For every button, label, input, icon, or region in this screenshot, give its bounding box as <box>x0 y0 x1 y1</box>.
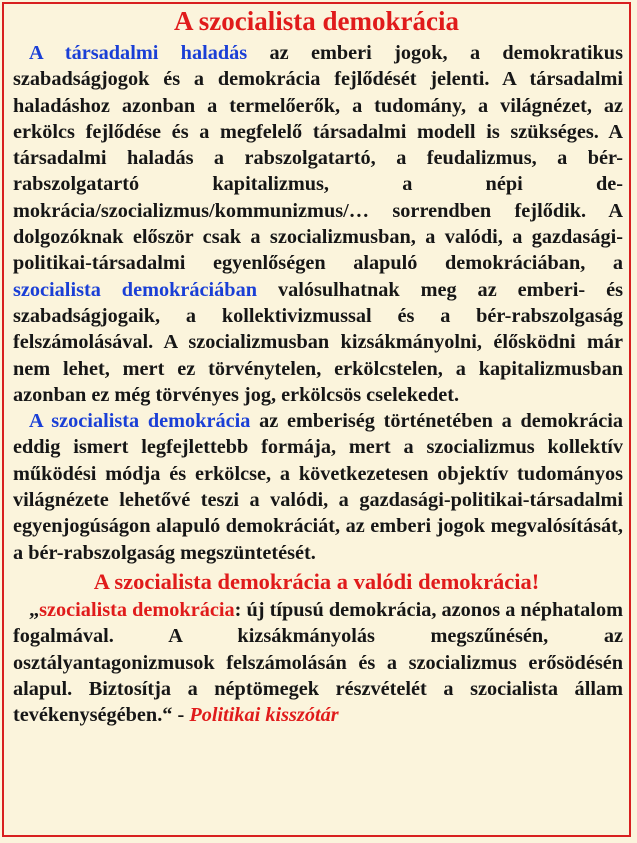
page-title: A szocialista demokrácia <box>174 6 459 36</box>
open-quote: „ <box>29 598 40 621</box>
highlight-phrase: szocialista demokráciában <box>13 278 258 301</box>
paragraph-socialist-democracy <box>4 408 629 566</box>
lead-phrase: A társadalmi haladás <box>29 42 248 64</box>
paragraph-text: az emberiség történetében a demokrácia eddig ismert legfejlettebb formája, mert a szocializmus kollektív működési módja és erkölcse, a következetesen objektív tudományos világnézete lehetővé teszi a valódi, a gazdasági-politikai-társadalmi egyenjogúságon alapuló demokráciát, az emberi jogok megvalósítását, a bér-rabszolgaság megszüntetését. <box>13 410 624 564</box>
quote-source: Politikai kisszótár <box>189 704 339 727</box>
document-page <box>2 2 631 837</box>
section-subtitle: A szocialista demokrácia a valódi demokrácia! <box>93 568 540 594</box>
defined-term: szocialista demokrácia <box>39 598 235 621</box>
paragraph-social-progress <box>4 40 629 408</box>
paragraph-dictionary-quote <box>4 597 629 728</box>
paragraph-text: az emberi jogok, a demokratikus szabadságjogok és a demokrácia fejlődését jelenti. A társadalmi haladáshoz azonban a termelőerők, a tudomány, a világnézet, az erkölcs fejlődése és a megfelelő társadalmi modell is szükséges. A társadalmi haladás a rabszolgatartó, a feudalizmus, a bér-rabszolgatartó kapitalizmus, a népi demokrácia/szocializmus/kommunizmus/… sorrendben fejlődik. A dolgozóknak először csak a szocializmusban, a valódi, a gazdasági-politikai-társadalmi egyenlőségen alapuló demokráciában, a <box>13 42 623 275</box>
paragraph-text: : új típusú demokrácia, azonos a néphatalom fogalmával. A kizsákmányolás megszűnésén, az osztályantagonizmusok felszámolásán és a szocializmus erősödésén alapul. Biztosítja a néptömegek részvételét a szocialista állam tevékenységében.“ - <box>13 598 623 727</box>
lead-phrase: A szocialista demokrácia <box>29 410 251 433</box>
paragraph-text: valósulhatnak meg az emberi- és szabadságjogaik, a kollektivizmussal és a bér-rabszolgaság felszámolásával. A szocializmusban kizsákmányolni, élősködni már nem lehet, mert ez törvénytelen, erkölcstelen, a kapitalizmusban azonban ez még törvényes jog, erkölcsös cselekedet. <box>13 278 624 406</box>
